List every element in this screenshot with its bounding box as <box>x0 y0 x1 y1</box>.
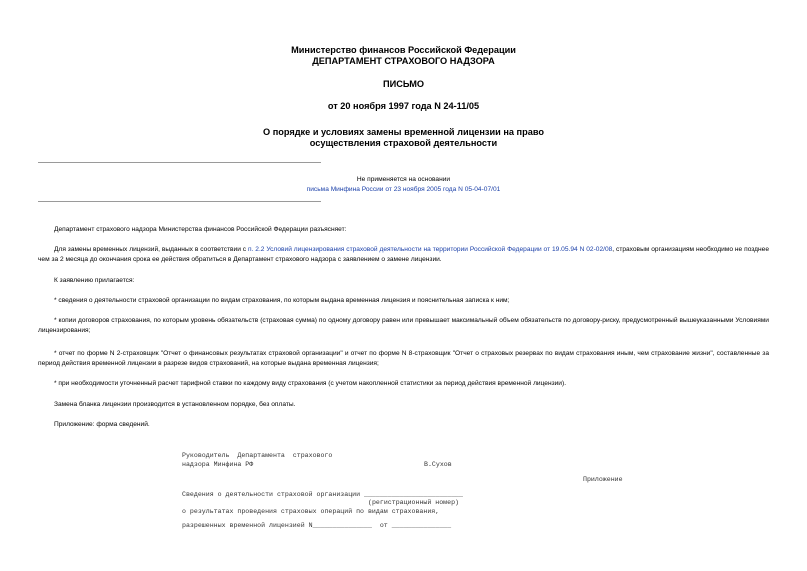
status-note-link-row <box>0 185 807 194</box>
form-line-organization: Сведения о деятельности страховой организации _________________________ <box>182 491 463 498</box>
document-type: ПИСЬМО <box>382 79 425 89</box>
top-divider <box>38 162 321 163</box>
paragraph-intro: Департамент страхового надзора Министерства финансов Российской Федерации разъясняет: <box>54 226 347 233</box>
paragraph-appendix-note: Приложение: форма сведений. <box>54 421 150 428</box>
list-item-reports: * отчет по форме N 2-страховщик "Отчет о финансовых результатах страховой организации" и отчет по форме N 8-страховщик "Отчет о страховых резервах по видам страхования иным, чем страхование жизни", составленные за период действия временной лицензии в разрезе видов страхований, на которые выдана временная лицензия; <box>38 350 769 367</box>
status-note: Не применяется на основании <box>356 176 451 183</box>
repeal-letter-link[interactable]: письма Минфина России от 23 ноября 2005 года N 05-04-07/01 <box>306 186 501 193</box>
ministry-name: Министерство финансов Российской Федерации <box>291 45 516 55</box>
document-title-line-1: О порядке и условиях замены временной лицензии на право <box>263 127 544 137</box>
paragraph-attachments-heading: К заявлению прилагается: <box>54 277 135 284</box>
list-item-contract-copies: * копии договоров страхования, по которым уровень обязательств (страховая сумма) по одному договору равен или превышает максимальный объем обязательств по договору-риску, предусмотренный вышеуказанными Условиями лицензирования; <box>38 317 769 334</box>
form-line-results: о результатах проведения страховых операций по видам страхования, <box>182 508 440 515</box>
bottom-divider <box>38 201 321 202</box>
appendix-label: Приложение <box>583 476 623 483</box>
document-date-number: от 20 ноября 1997 года N 24-11/05 <box>327 101 480 111</box>
signature-position-line-2: надзора Минфина РФ <box>182 461 254 468</box>
list-item-tariff-calculation: * при необходимости уточненный расчет тарифной ставки по каждому виду страхования (с учетом накопленной статистики за период действия временной лицензии). <box>54 380 567 387</box>
department-name: ДЕПАРТАМЕНТ СТРАХОВОГО НАДЗОРА <box>312 56 495 66</box>
signature-position-line-1: Руководитель Департамента страхового <box>182 452 333 459</box>
list-item-activity-info: * сведения о деятельности страховой организации по видам страхования, по которым выдана временная лицензия и пояснительная записка к ним; <box>54 297 510 304</box>
signature-name: В.Сухов <box>424 461 452 468</box>
form-line-license-number: разрешенных временной лицензией N_______________ от _______________ <box>182 522 452 529</box>
paragraph-form-replacement: Замена бланка лицензии производится в установленном порядке, без оплаты. <box>54 401 296 408</box>
licensing-conditions-link[interactable]: п. 2.2 Условий лицензирования страховой деятельности на территории Российской Федерации от 19.05.94 N 02-02/08 <box>248 246 613 253</box>
paragraph-replacement-end: , страховым организациям необходимо не позднее чем за 2 месяца до окончания срока ее действия обратиться в Департамент страхового надзора с заявлением о замене лицензии. <box>38 246 769 263</box>
document-title-line-2: осуществления страховой деятельности <box>309 138 498 148</box>
paragraph-replacement-start: Для замены временных лицензий, выданных в соответствии с <box>54 246 248 253</box>
form-line-registration-hint: (регистрационный номер) <box>368 499 460 506</box>
paragraph-replacement <box>38 245 769 264</box>
